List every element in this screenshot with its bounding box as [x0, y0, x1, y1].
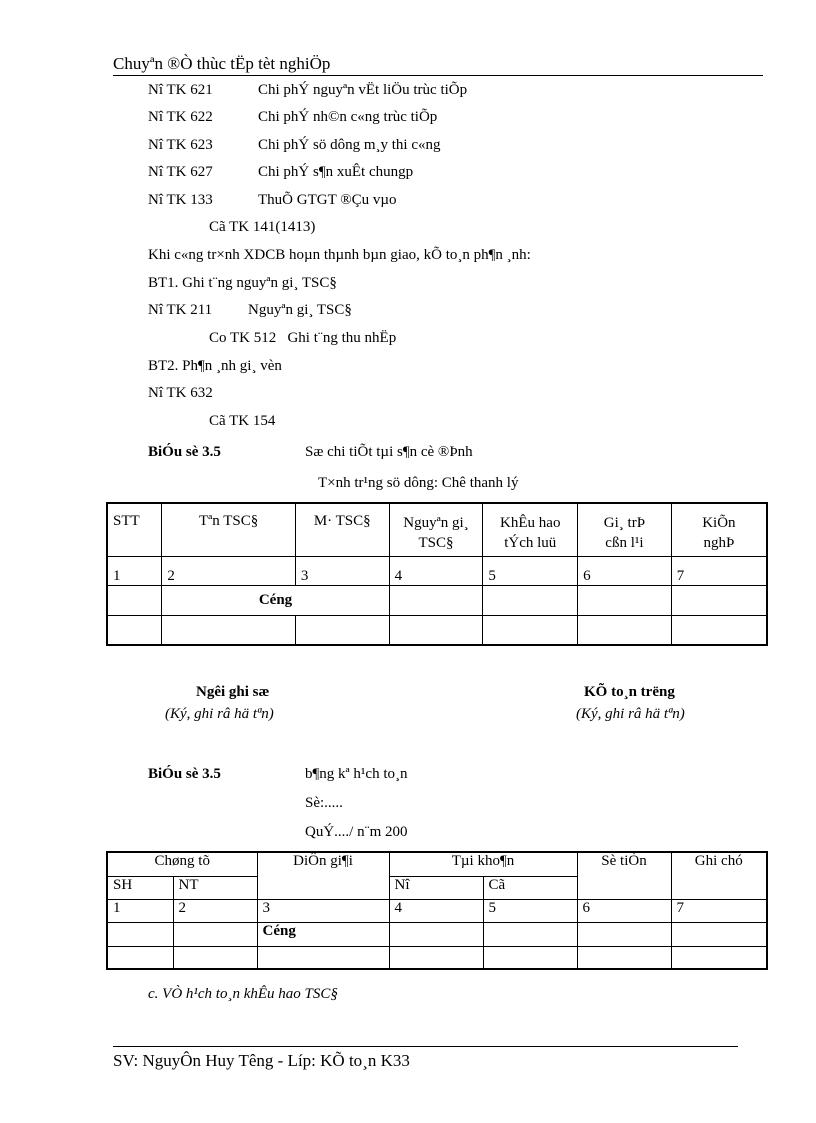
empty-cell	[107, 615, 162, 645]
num-cell: 1	[107, 899, 173, 922]
empty-cell	[257, 946, 389, 969]
entry-622	[148, 109, 437, 126]
num-cell: 6	[577, 899, 671, 922]
col-header-note: Ghi chó	[671, 852, 767, 899]
signature-left-title: Ngêi ghi sæ	[196, 684, 270, 700]
empty-cell	[671, 922, 767, 946]
empty-cell	[389, 615, 483, 645]
empty-cell	[577, 922, 671, 946]
signature-right-title: KÕ to¸n trëng	[584, 684, 675, 700]
signature-right-note: (Ký, ghi râ hä tªn)	[576, 706, 685, 722]
entry-code: Nî TK 623	[148, 137, 213, 153]
entry-desc: Chi phÝ nguyªn vËt liÖu trùc tiÕp	[258, 82, 468, 98]
table-total-row	[107, 585, 767, 615]
form1-label: BiÓu sè 3.5	[148, 444, 221, 460]
depreciation-line-1: KhÊu hao	[500, 515, 561, 531]
empty-cell	[107, 922, 173, 946]
remaining-line-1: Gi¸ trÞ	[603, 515, 646, 531]
proposal-line-1: KiÕn	[702, 515, 736, 531]
remaining-line-2: cßn l¹i	[605, 535, 644, 551]
empty-cell	[389, 585, 483, 615]
col-header-description: DiÔn gi¶i	[257, 852, 389, 899]
empty-cell	[671, 615, 767, 645]
proposal-line-2: nghÞ	[703, 535, 735, 551]
form1-subtitle: T×nh tr¹ng sö dông: Chê thanh lý	[318, 475, 519, 491]
page-footer: SV: NguyÔn Huy Têng - Líp: KÕ to¸n K33	[113, 1051, 410, 1070]
bt1-title: BT1. Ghi t¨ng nguyªn gi¸ TSC§	[148, 275, 337, 291]
empty-cell	[483, 585, 578, 615]
empty-cell	[173, 946, 257, 969]
entry-621	[148, 82, 467, 99]
form2-period: QuÝ..../ n¨m 200	[305, 824, 408, 840]
empty-cell	[107, 946, 173, 969]
col-header-depreciation	[483, 503, 578, 556]
empty-cell	[483, 946, 577, 969]
entry-627	[148, 164, 413, 181]
entry-623	[148, 137, 441, 154]
table-header-row	[107, 852, 767, 876]
col-header-proposal	[671, 503, 767, 556]
num-cell: 5	[483, 556, 578, 585]
entry-desc: Chi phÝ nh©n c«ng trùc tiÕp	[258, 109, 438, 125]
empty-cell	[671, 585, 767, 615]
col-header-stt: STT	[107, 503, 162, 556]
empty-cell	[162, 615, 296, 645]
num-cell: 4	[389, 899, 483, 922]
bt1-debit	[148, 302, 352, 319]
num-cell: 1	[107, 556, 162, 585]
empty-cell	[295, 615, 389, 645]
empty-cell	[577, 946, 671, 969]
empty-cell	[389, 946, 483, 969]
empty-cell	[389, 922, 483, 946]
form2-title: b¶ng kª h¹ch to¸n	[305, 766, 408, 782]
entry-code: Nî TK 133	[148, 192, 213, 208]
cost-line-1: Nguyªn gi¸	[403, 515, 469, 531]
col-header-remaining	[578, 503, 672, 556]
credit-1413: Cã TK 141(1413)	[209, 219, 316, 235]
col-header-name: Tªn TSC§	[162, 503, 296, 556]
col-header-amount: Sè tiÒn	[577, 852, 671, 899]
table-total-row	[107, 922, 767, 946]
empty-cell	[173, 922, 257, 946]
col-header-cost	[389, 503, 483, 556]
empty-cell	[671, 946, 767, 969]
col-header-code: M· TSC§	[295, 503, 389, 556]
col-header-account: Tµi kho¶n	[389, 852, 577, 876]
num-cell: 3	[257, 899, 389, 922]
depreciation-line-2: tÝch luü	[504, 535, 557, 551]
num-cell: 7	[671, 556, 767, 585]
table-number-row	[107, 556, 767, 585]
table-number-row	[107, 899, 767, 922]
num-cell: 2	[162, 556, 296, 585]
signature-left-note: (Ký, ghi râ hä tªn)	[165, 706, 274, 722]
bt1-credit: Co TK 512 Ghi t¨ng thu nhËp	[209, 330, 397, 346]
form2-label: BiÓu sè 3.5	[148, 766, 221, 782]
entry-133	[148, 192, 397, 209]
empty-cell	[107, 585, 162, 615]
total-label: Céng	[162, 585, 389, 615]
form1-title: Sæ chi tiÕt tµi s¶n cè ®Þnh	[305, 444, 473, 460]
accounting-table	[106, 851, 768, 970]
cost-line-2: TSC§	[418, 535, 454, 551]
col-header-debit: Nî	[389, 876, 483, 899]
completion-text: Khi c«ng tr×nh XDCB hoµn thµnh bµn giao, kÕ to¸n ph¶n ¸nh:	[148, 247, 531, 263]
entry-code: Nî TK 622	[148, 109, 213, 125]
table-row	[107, 615, 767, 645]
form2-number: Sè:.....	[305, 795, 343, 811]
num-cell: 4	[389, 556, 483, 585]
entry-desc: Chi phÝ sö dông m¸y thi c«ng	[258, 137, 441, 153]
section-c-heading: c. VÒ h¹ch to¸n khÊu hao TSC§	[148, 986, 338, 1002]
footer-divider	[113, 1046, 738, 1047]
bt2-debit: Nî TK 632	[148, 385, 213, 401]
table-header-row	[107, 503, 767, 556]
col-header-credit: Cã	[483, 876, 577, 899]
bt1-debit-desc: Nguyªn gi¸ TSC§	[248, 302, 352, 318]
bt2-title: BT2. Ph¶n ¸nh gi¸ vèn	[148, 358, 282, 374]
empty-cell	[483, 615, 578, 645]
col-header-sh: SH	[107, 876, 173, 899]
entry-desc: ThuÕ GTGT ®Çu vµo	[258, 192, 397, 208]
asset-detail-table	[106, 502, 768, 646]
entry-code: Nî TK 627	[148, 164, 213, 180]
col-header-nt: NT	[173, 876, 257, 899]
num-cell: 6	[578, 556, 672, 585]
entry-code: Nî TK 621	[148, 82, 213, 98]
num-cell: 7	[671, 899, 767, 922]
bt2-credit: Cã TK 154	[209, 413, 276, 429]
empty-cell	[578, 585, 672, 615]
header-divider	[113, 75, 763, 76]
col-header-voucher: Chøng tõ	[107, 852, 257, 876]
empty-cell	[578, 615, 672, 645]
empty-cell	[483, 922, 577, 946]
page-header-title: Chuyªn ®Ò thùc tËp tèt nghiÖp	[113, 54, 331, 73]
num-cell: 2	[173, 899, 257, 922]
num-cell: 5	[483, 899, 577, 922]
total-label: Céng	[257, 922, 389, 946]
table-row	[107, 946, 767, 969]
entry-desc: Chi phÝ s¶n xuÊt chungp	[258, 164, 414, 180]
bt1-debit-code: Nî TK 211	[148, 302, 213, 318]
num-cell: 3	[295, 556, 389, 585]
